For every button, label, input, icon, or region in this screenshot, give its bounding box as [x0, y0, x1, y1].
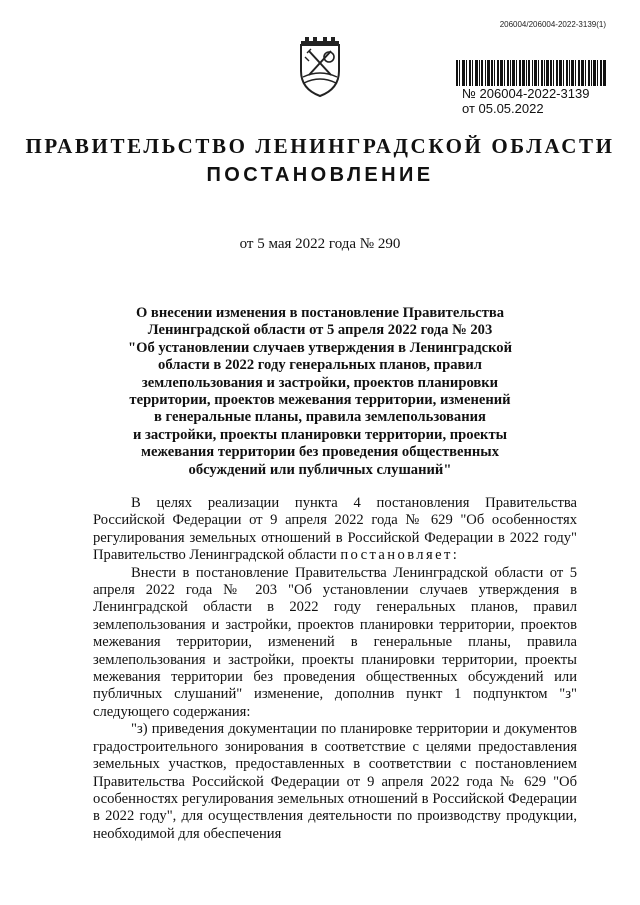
subject-line: в генеральные планы, правила землепользования — [154, 409, 486, 426]
government-title: ПРАВИТЕЛЬСТВО ЛЕНИНГРАДСКОЙ ОБЛАСТИ — [25, 134, 615, 158]
paragraph-preamble — [93, 495, 577, 565]
paragraph-amendment: Внести в постановление Правительства Ленинградской области от 5 апреля 2022 года № 203 "Об установлении случаев утверждения в Ленинградской области в 2022 году генеральных планов, правил землепользования и застройки, проектов планировки территории, проектов межевания территории, изменений в генеральные планы, правила землепользования и застройки, проекты планировки территории, проекты межевания территории без проведения общественных обсуждений или публичных слушаний" изменение, дополнив пункт 1 подпунктом "з" следующего содержания: — [93, 564, 577, 720]
barcode-icon — [456, 60, 606, 86]
subject-line: и застройки, проекты планировки территории, проекты — [132, 426, 508, 443]
subject-line: "Об установлении случаев утверждения в Ленинградской — [127, 339, 512, 356]
preamble-text: В целях реализации пункта 4 постановления Правительства Российской Федерации от 9 апреля 2022 года № 629 "Об особенностях регулирования земельных отношений в Российской Федерации в 2022 году" Правительство Ленинградской области — [93, 495, 577, 564]
decree-word: постановляет: — [340, 547, 460, 564]
coat-of-arms-icon — [291, 33, 349, 99]
subject-line: землепользования и застройки, проектов планировки — [141, 374, 499, 391]
registration-info — [462, 86, 589, 116]
document-id: 206004/206004-2022-3139(1) — [499, 20, 606, 29]
document-body — [93, 495, 577, 843]
registration-number: № 206004-2022-3139 — [462, 86, 590, 101]
subject-line: межевания территории без проведения общественных — [141, 444, 499, 461]
subject-line: области в 2022 году генеральных планов, правил — [158, 357, 482, 374]
subject-line: О внесении изменения в постановление Правительства — [135, 305, 505, 321]
subject-line: территории, проектов межевания территории, изменений — [129, 392, 511, 409]
registration-date: от 05.05.2022 — [462, 101, 544, 116]
subject-line: Ленинградской области от 5 апреля 2022 года № 203 — [147, 322, 493, 339]
document-subject — [90, 305, 550, 479]
document-date: от 5 мая 2022 года № 290 — [239, 236, 401, 252]
document-type: ПОСТАНОВЛЕНИЕ — [206, 164, 434, 186]
subject-line: обсуждений или публичных слушаний" — [188, 461, 452, 478]
paragraph-subclause: "з) приведения документации по планировке территории и документов градостроительного зонирования в соответствие с целями предоставления земельных участков, предоставленных в соответствии с постановлением Правительства Российской Федерации от 9 апреля 2022 года № 629 "Об особенностях регулирования земельных отношений в Российской Федерации в 2022 году", для осуществления деятельности по производству продукции, необходимой для обеспечения — [93, 721, 577, 842]
